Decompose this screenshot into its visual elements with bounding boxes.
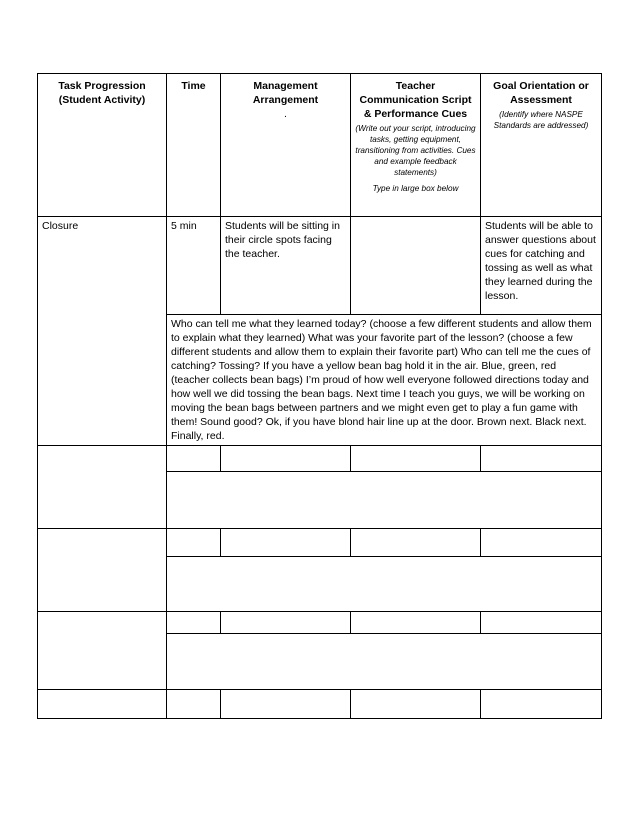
header-management: Management Arrangement . [221,74,351,217]
closure-row [38,217,602,315]
empty-cues-cell[interactable] [351,690,481,719]
header-teacher-note: Type in large box below [372,184,459,193]
empty-row-4 [38,690,602,719]
empty-task-cell[interactable] [38,612,167,690]
empty-cues-cell[interactable] [351,529,481,557]
empty-row-3 [38,612,602,634]
empty-time-cell[interactable] [167,446,221,472]
empty-cues-cell[interactable] [351,446,481,472]
empty-management-cell[interactable] [221,446,351,472]
cues-cell[interactable] [351,217,481,315]
script-cell[interactable]: Who can tell me what they learned today? (choose a few different students and allow them to explain what they learned) What was your favorite part of the lesson? (choose a few different students and allow them to explain their favorite part) Who can tell me the cues of catching? Tossing? If you have a yellow bean bag hold it in the air. Blue, green, red (teacher collects bean bags) I’m proud of how well everyone followed directions today and how well we did tossing the bean bags. Next time I teach you guys, we will be working on moving the bean bags between partners and we might even get to play a fun game with them! Sound good? Ok, if you have blond hair line up at the door. Brown next. Black next. Finally, red. [167,315,602,446]
empty-task-cell[interactable] [38,690,167,719]
empty-row-1 [38,446,602,472]
empty-management-cell[interactable] [221,529,351,557]
header-goal-sub: (Identify where NASPE Standards are addressed) [493,110,589,130]
header-goal: Goal Orientation or Assessment (Identify where NASPE Standards are addressed) [481,74,602,217]
empty-task-cell[interactable] [38,446,167,529]
task-cell[interactable]: Closure [38,217,167,446]
empty-script-cell[interactable] [167,557,602,612]
empty-goal-cell[interactable] [481,446,602,472]
header-time: Time [167,74,221,217]
goal-cell[interactable]: Students will be able to answer questions about cues for catching and tossing as well as what they learned during the lesson. [481,217,602,315]
header-management-dot: . [284,108,287,120]
header-teacher: Teacher Communication Script & Performance Cues (Write out your script, introducing tasks, getting equipment, transitioning from activities. Cues and example feedback statements) Type in large box below [351,74,481,217]
empty-goal-cell[interactable] [481,690,602,719]
empty-time-cell[interactable] [167,612,221,634]
lesson-plan-table [37,73,602,719]
empty-script-cell[interactable] [167,634,602,690]
empty-script-cell[interactable] [167,472,602,529]
management-cell[interactable]: Students will be sitting in their circle spots facing the teacher. [221,217,351,315]
header-task: Task Progression (Student Activity) [38,74,167,217]
empty-goal-cell[interactable] [481,529,602,557]
empty-management-cell[interactable] [221,690,351,719]
empty-task-cell[interactable] [38,529,167,612]
header-teacher-sub: (Write out your script, introducing tasks, getting equipment, transitioning from activities. Cues and example feedback statements) [355,124,476,177]
empty-management-cell[interactable] [221,612,351,634]
time-cell[interactable]: 5 min [167,217,221,315]
empty-time-cell[interactable] [167,690,221,719]
header-row [38,74,602,217]
empty-time-cell[interactable] [167,529,221,557]
empty-row-2 [38,529,602,557]
empty-cues-cell[interactable] [351,612,481,634]
empty-goal-cell[interactable] [481,612,602,634]
